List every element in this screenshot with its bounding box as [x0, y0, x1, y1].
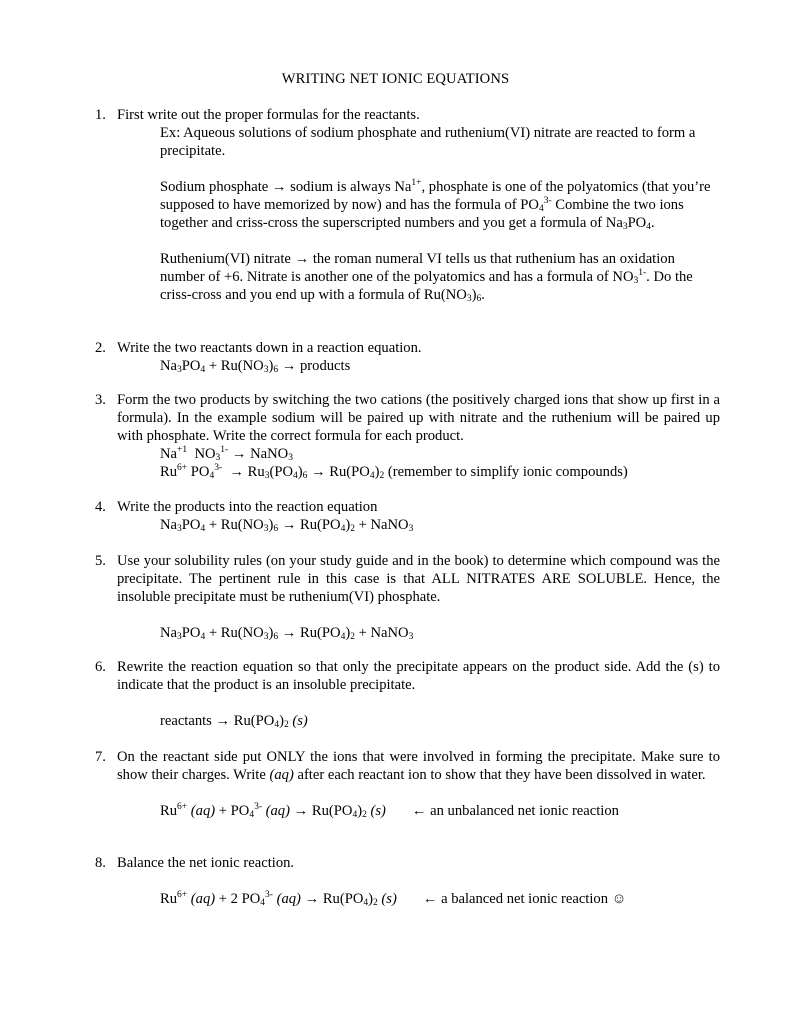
- step-number: 5.: [95, 553, 106, 569]
- step-2: [95, 339, 720, 375]
- sodium-phosphate-paragraph: Sodium phosphate → sodium is always $Na^{1+}$, phosphate is one of the polyatomics (that you’re supposed to have memorized by now) and has the formula of $PO_4^{3-}$ Combine the two ions together and criss-cross the superscripted numbers and you get a formula of $Na_3PO_4$.: [160, 178, 711, 232]
- step-number: 4.: [95, 499, 106, 515]
- step-text: On the reactant side put ONLY the ions that were involved in forming the precipitate. Make sure to show their charges. Write (aq) after each reactant ion to show that they have been dissolved in water.: [117, 749, 720, 783]
- product-formula-rupo4: $Ru^{6+}$ $PO_4^{3-} \to Ru_3(PO_4)_6 \to Ru(PO_4)_2$ (remember to simplify ionic compounds): [160, 463, 628, 481]
- step-text: Balance the net ionic reaction.: [117, 855, 295, 871]
- net-ionic-equation-unbalanced: $Ru^{6+}$ $(aq) + PO_4^{3-}$ $(aq) \to Ru(PO_4)_2$ (s) ← an unbalanced net ionic reaction: [160, 802, 619, 820]
- step-number: 8.: [95, 855, 106, 871]
- step-number: 3.: [95, 392, 106, 408]
- left-arrow-icon: ←: [411, 803, 427, 819]
- step-text: Write the products into the reaction equation: [117, 499, 378, 515]
- step-text: Write the two reactants down in a reaction equation.: [117, 340, 422, 356]
- step-4: [95, 498, 720, 534]
- step-number: 1.: [95, 107, 106, 123]
- step-6: [95, 658, 720, 730]
- page-title: WRITING NET IONIC EQUATIONS: [281, 71, 510, 87]
- ruthenium-nitrate-paragraph: Ruthenium(VI) nitrate → the roman numeral VI tells us that ruthenium has an oxidation number of +6. Nitrate is another one of the polyatomics and has a formula of $NO_3^{1-}$. Do the criss-cross and you end up with a formula of $Ru(NO_3)_6$.: [160, 251, 693, 304]
- example-text: Ex: Aqueous solutions of sodium phosphate and ruthenium(VI) nitrate are reacted to form a precipitate.: [160, 125, 696, 159]
- left-arrow-icon: ←: [422, 891, 438, 907]
- step-3: [95, 391, 720, 481]
- step-text: Form the two products by switching the two cations (the positively charged ions that show up first in a formula). In the example sodium will be paired up with nitrate and the ruthenium will be paired up with phosphate. Write the correct formula for each product.: [117, 392, 720, 444]
- step-text: Rewrite the reaction equation so that only the precipitate appears on the product side. Add the (s) to indicate that the product is an insoluble precipitate.: [117, 659, 720, 693]
- reaction-equation: $Na_3PO_4 + Ru(NO_3)_6$ → products: [160, 358, 351, 375]
- step-text: First write out the proper formulas for the reactants.: [117, 107, 420, 123]
- reaction-equation: reactants → $Ru(PO_4)_2$ (s): [160, 713, 308, 730]
- product-formula-nano3: $Na^{+1}$ $NO_3^{1-}$ → NaNO$_3$: [160, 445, 293, 463]
- step-number: 7.: [95, 749, 106, 765]
- step-number: 2.: [95, 340, 106, 356]
- step-text: Use your solubility rules (on your study guide and in the book) to determine which compound was the precipitate. The pertinent rule in this case is that ALL NITRATES ARE SOLUBLE. Hence, the insoluble precipitate must be ruthenium(VI) phosphate.: [117, 553, 720, 605]
- step-5: [95, 552, 720, 642]
- step-1: [95, 106, 720, 304]
- step-7: [95, 748, 720, 820]
- reaction-equation: $Na_3PO_4 + Ru(NO_3)_6 \to Ru(PO_4)_2$ + NaNO$_3$: [160, 625, 414, 642]
- reaction-equation: $Na_3PO_4 + Ru(NO_3)_6 \to Ru(PO_4)_2$ + NaNO$_3$: [160, 517, 414, 534]
- net-ionic-equation-balanced: $Ru^{6+}$ (aq) + 2 $PO_4^{3-}$ $(aq) \to Ru(PO_4)_2$ (s) ← a balanced net ionic reaction ☺: [160, 890, 627, 908]
- step-number: 6.: [95, 659, 106, 675]
- step-8: [95, 854, 720, 908]
